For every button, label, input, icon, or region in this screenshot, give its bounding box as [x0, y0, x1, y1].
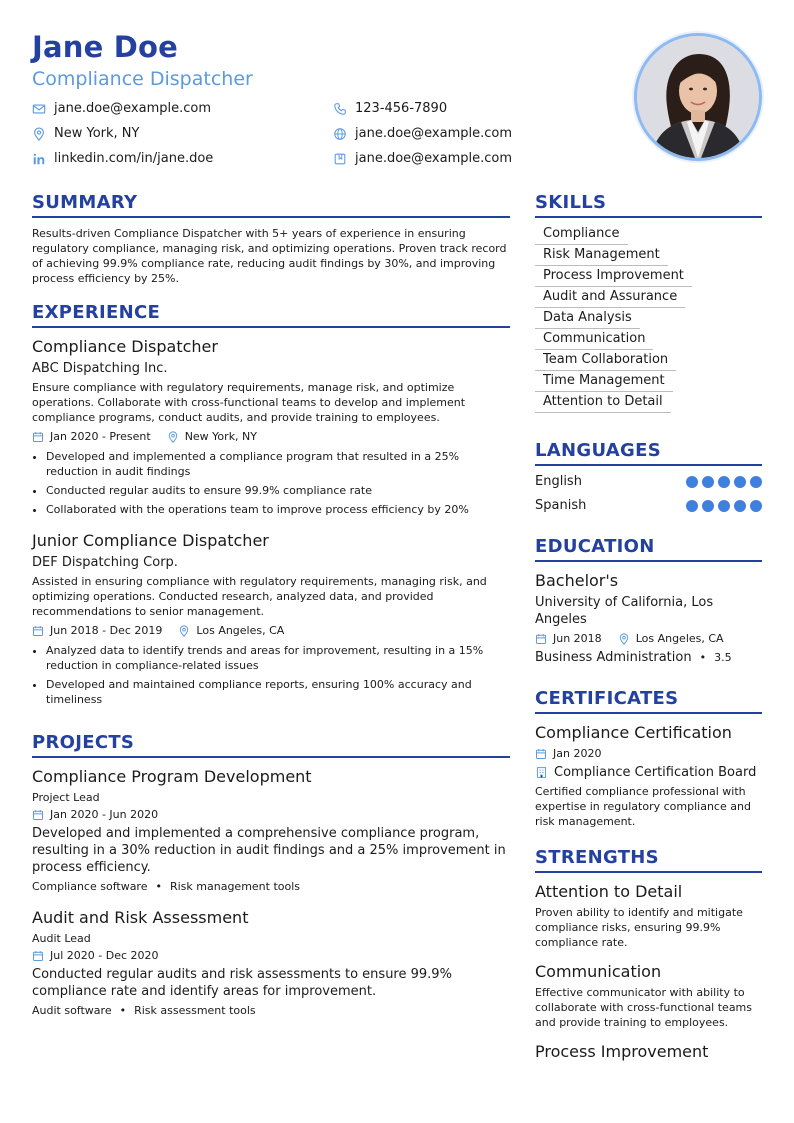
mail-icon	[32, 102, 46, 116]
contact-email[interactable]	[32, 101, 211, 116]
skill-tag: Compliance	[535, 224, 628, 245]
calendar-icon	[535, 748, 547, 760]
contact-linkedin-text: linkedin.com/in/jane.doe	[54, 151, 214, 166]
calendar-icon	[32, 950, 44, 962]
education-degree: Bachelor's	[535, 571, 619, 590]
level-dot	[734, 476, 746, 488]
calendar-icon	[535, 633, 547, 645]
location-pin-icon	[167, 431, 179, 443]
candidate-name: Jane Doe	[32, 30, 179, 64]
skill-tag: Team Collaboration	[535, 350, 676, 371]
skill-tag: Communication	[535, 329, 653, 350]
project-description: Conducted regular audits and risk assessments to ensure 99.9% compliance rate and identify areas for improvement.	[32, 967, 452, 999]
strengths-section	[535, 847, 762, 1061]
project-tags	[32, 1004, 510, 1017]
education-gpa: 3.5	[714, 651, 732, 664]
calendar-icon	[32, 625, 44, 637]
level-dot	[686, 500, 698, 512]
location-pin-icon	[178, 625, 190, 637]
job-meta	[32, 624, 510, 637]
certificates-section	[535, 688, 762, 829]
skills-list	[535, 224, 762, 413]
languages-section	[535, 440, 762, 513]
contact-extra[interactable]	[333, 151, 512, 166]
location-pin-icon	[618, 633, 630, 645]
projects-title: PROJECTS	[32, 732, 135, 753]
project-title: Audit and Risk Assessment	[32, 908, 249, 927]
experience-title: EXPERIENCE	[32, 302, 161, 323]
project-meta	[32, 808, 510, 821]
summary-section	[32, 192, 510, 286]
tag-separator: •	[155, 880, 162, 893]
skill-tag: Process Improvement	[535, 266, 692, 287]
strength-description: Effective communicator with ability to collaborate with cross-functional teams and provide training to employees.	[535, 986, 753, 1029]
level-dot	[702, 476, 714, 488]
language-level-dots	[686, 500, 762, 512]
education-meta	[535, 632, 762, 645]
education-rule	[535, 560, 762, 562]
project-dates: Jul 2020 - Dec 2020	[50, 949, 159, 962]
contact-extra-text: jane.doe@example.com	[355, 151, 513, 166]
languages-title: LANGUAGES	[535, 440, 661, 461]
job-bullet: • Conducted regular audits to ensure 99.9% compliance rate	[46, 483, 510, 498]
certificate-issuer: Compliance Certification Board	[554, 765, 757, 780]
level-dot	[718, 500, 730, 512]
skill-tag: Risk Management	[535, 245, 668, 266]
certificates-title: CERTIFICATES	[535, 688, 679, 709]
job-dates: Jun 2018 - Dec 2019	[50, 624, 163, 637]
job-company: ABC Dispatching Inc.	[32, 361, 168, 376]
strength-title: Process Improvement	[535, 1042, 709, 1061]
job-entry	[32, 337, 510, 517]
certificate-date-row	[535, 747, 762, 760]
building-icon	[535, 766, 548, 779]
contact-location-text: New York, NY	[54, 126, 140, 141]
job-bullets	[32, 643, 510, 707]
job-entry	[32, 531, 510, 707]
job-dates: Jan 2020 - Present	[50, 430, 151, 443]
contact-website-text: jane.doe@example.com	[355, 126, 513, 141]
job-company: DEF Dispatching Corp.	[32, 555, 178, 570]
level-dot	[718, 476, 730, 488]
project-description: Developed and implemented a comprehensive compliance program, resulting in a 30% reduction in audit findings and a 25% improvement in process efficiency.	[32, 826, 506, 875]
job-bullets	[32, 449, 510, 517]
skill-tag: Audit and Assurance	[535, 287, 685, 308]
skills-rule	[535, 216, 762, 218]
project-tags	[32, 880, 510, 893]
language-level-dots	[686, 476, 762, 488]
language-name: English	[535, 474, 582, 489]
skill-tag: Time Management	[535, 371, 673, 392]
projects-rule	[32, 756, 510, 758]
skills-section	[535, 192, 762, 413]
contact-website[interactable]	[333, 126, 512, 141]
project-title: Compliance Program Development	[32, 767, 312, 786]
location-pin-icon	[32, 127, 46, 141]
summary-rule	[32, 216, 510, 218]
level-dot	[702, 500, 714, 512]
job-bullet: • Developed and maintained compliance reports, ensuring 100% accuracy and timeliness	[46, 677, 510, 707]
contact-linkedin[interactable]	[32, 151, 213, 166]
projects-section	[32, 732, 510, 1017]
calendar-icon	[32, 431, 44, 443]
certificates-rule	[535, 712, 762, 714]
level-dot	[734, 500, 746, 512]
experience-section	[32, 302, 510, 711]
project-dates: Jan 2020 - Jun 2020	[50, 808, 159, 821]
contact-phone[interactable]	[333, 101, 447, 116]
skill-tag: Attention to Detail	[535, 392, 671, 413]
job-bullet: • Analyzed data to identify trends and areas for improvement, resulting in a 15% reduction in compliance-related issues	[46, 643, 510, 673]
level-dot	[750, 500, 762, 512]
strength-title: Attention to Detail	[535, 882, 683, 901]
education-section	[535, 536, 762, 665]
phone-icon	[333, 102, 347, 116]
linkedin-icon	[32, 152, 46, 166]
level-dot	[686, 476, 698, 488]
skill-tag: Data Analysis	[535, 308, 640, 329]
education-location: Los Angeles, CA	[635, 632, 724, 645]
strengths-rule	[535, 871, 762, 873]
skills-title: SKILLS	[535, 192, 607, 213]
project-tag: Risk management tools	[169, 880, 301, 893]
globe-icon	[333, 127, 347, 141]
certificate-issuer-row	[535, 765, 762, 780]
job-bullet: • Developed and implemented a compliance program that resulted in a 25% reduction in audit findings	[46, 449, 510, 479]
language-name: Spanish	[535, 498, 587, 513]
job-location: Los Angeles, CA	[196, 624, 285, 637]
project-meta	[32, 949, 510, 962]
languages-rule	[535, 464, 762, 466]
job-bullet: • Collaborated with the operations team to improve process efficiency by 20%	[46, 502, 510, 517]
job-description: Assisted in ensuring compliance with regulatory requirements, managing risk, and optimizing operations. Conducted research, analyzed data, and provided recommendations to senior management.	[32, 575, 487, 618]
contact-location	[32, 126, 139, 141]
strength-description: Proven ability to identify and mitigate compliance risks, ensuring 99.9% compliance rate.	[535, 906, 743, 949]
candidate-role: Compliance Dispatcher	[32, 68, 253, 90]
strengths-title: STRENGTHS	[535, 847, 659, 868]
job-description: Ensure compliance with regulatory requirements, manage risk, and optimize operations. Collaborate with cross-functional teams to develop and implement compliance programs, conduct audits, and provide training to employees.	[32, 381, 466, 424]
strength-title: Communication	[535, 962, 662, 981]
job-title: Junior Compliance Dispatcher	[32, 531, 269, 550]
education-field-row	[535, 650, 762, 665]
project-entry	[32, 908, 510, 1017]
tag-separator: •	[119, 1004, 127, 1017]
contact-phone-text: 123-456-7890	[355, 101, 448, 116]
profile-photo	[634, 33, 762, 161]
calendar-icon	[32, 809, 44, 821]
language-row	[535, 498, 762, 513]
field-separator: •	[699, 651, 707, 664]
job-location: New York, NY	[184, 430, 257, 443]
certificate-name: Compliance Certification	[535, 723, 732, 742]
certificate-description: Certified compliance professional with expertise in regulatory compliance and risk management.	[535, 785, 751, 828]
education-title: EDUCATION	[535, 536, 655, 557]
language-row	[535, 474, 762, 489]
job-title: Compliance Dispatcher	[32, 337, 218, 356]
summary-title: SUMMARY	[32, 192, 138, 213]
bookmark-icon	[333, 152, 347, 166]
project-tag: Compliance software	[32, 880, 148, 893]
education-school: University of California, Los Angeles	[535, 595, 714, 627]
certificate-date: Jan 2020	[553, 747, 602, 760]
project-role: Audit Lead	[32, 932, 91, 945]
project-tag: Audit software	[32, 1004, 112, 1017]
level-dot	[750, 476, 762, 488]
experience-rule	[32, 326, 510, 328]
education-date: Jun 2018	[553, 632, 602, 645]
project-role: Project Lead	[32, 791, 100, 804]
job-meta	[32, 430, 510, 443]
project-tag: Risk assessment tools	[134, 1004, 256, 1017]
education-field: Business Administration	[535, 650, 692, 665]
project-entry	[32, 767, 510, 893]
contact-email-text: jane.doe@example.com	[54, 101, 212, 116]
summary-text: Results-driven Compliance Dispatcher with 5+ years of experience in ensuring regulatory compliance, managing risk, and optimizing operations. Proven track record of achieving 99.9% compliance rate, reducing audit findings by 30%, and improving process efficiency by 25%.	[32, 227, 507, 285]
